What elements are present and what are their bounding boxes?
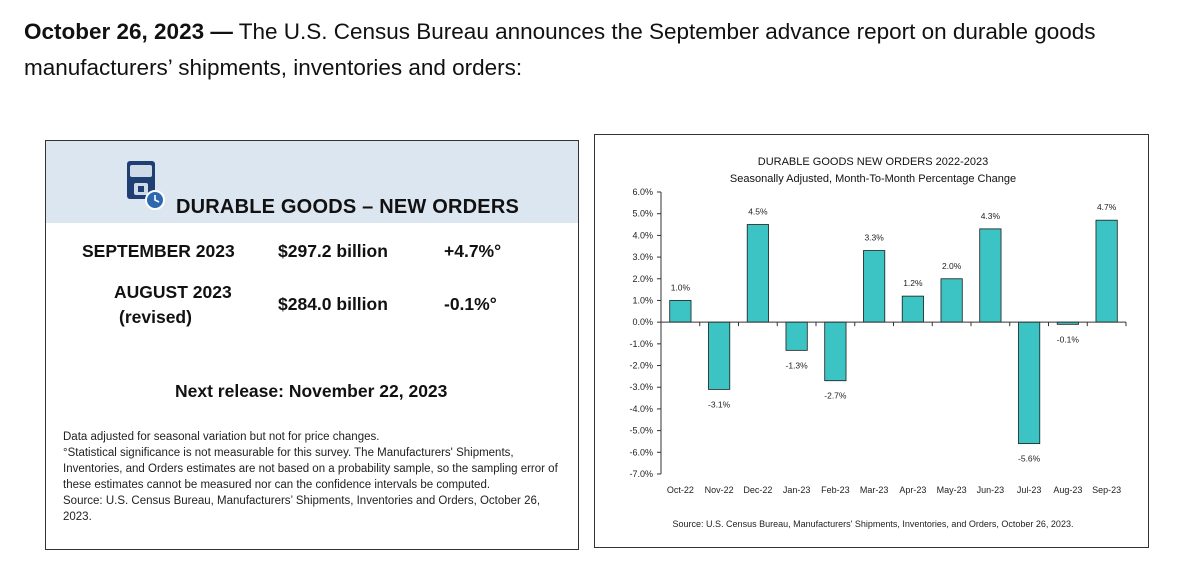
headline-text: The U.S. Census Bureau announces the September advance report on durable goods manufacturers’ shipments, inventories and orders: bbox=[24, 19, 1096, 80]
next-release: Next release: November 22, 2023 bbox=[175, 381, 448, 401]
bar bbox=[786, 322, 807, 350]
bar-chart bbox=[595, 135, 1150, 549]
bar bbox=[980, 229, 1001, 322]
y-tick-label: -5.0% bbox=[629, 425, 653, 436]
bar bbox=[747, 225, 768, 323]
footnote-adjustment: Data adjusted for seasonal variation but not for price changes. bbox=[63, 431, 380, 443]
x-tick-label: May-23 bbox=[936, 485, 967, 495]
bar bbox=[708, 322, 729, 389]
y-tick-label: -7.0% bbox=[629, 469, 653, 479]
row-value-september: $297.2 billion bbox=[278, 241, 388, 261]
y-tick-label: -1.0% bbox=[629, 338, 653, 349]
row-label-september: SEPTEMBER 2023 bbox=[82, 241, 235, 261]
row-value-august: $284.0 billion bbox=[278, 294, 388, 314]
y-tick-label: 5.0% bbox=[632, 208, 653, 219]
x-tick-label: Jul-23 bbox=[1016, 485, 1042, 495]
data-label: 2.0% bbox=[941, 260, 962, 271]
bar bbox=[902, 296, 923, 322]
data-label: 4.3% bbox=[980, 210, 1001, 221]
y-tick-label: -4.0% bbox=[629, 403, 653, 414]
y-tick-label: 6.0% bbox=[632, 187, 653, 197]
x-tick-label: Jan-23 bbox=[782, 485, 811, 495]
y-tick-label: 2.0% bbox=[632, 273, 653, 284]
bar bbox=[1096, 220, 1117, 322]
x-tick-label: Apr-23 bbox=[899, 485, 927, 495]
row-change-september: +4.7%° bbox=[444, 241, 502, 261]
x-tick-label: Feb-23 bbox=[821, 485, 850, 495]
x-tick-label: Jun-23 bbox=[976, 485, 1005, 495]
data-label: -5.6% bbox=[1018, 453, 1041, 464]
data-label: -3.1% bbox=[708, 399, 731, 410]
x-tick-label: Sep-23 bbox=[1092, 485, 1122, 495]
data-label: -0.1% bbox=[1056, 334, 1079, 345]
x-tick-label: Aug-23 bbox=[1053, 485, 1083, 495]
footnote-source: Source: U.S. Census Bureau, Manufacturers’ Shipments, Inventories and Orders, October 26, 2023. bbox=[63, 495, 541, 523]
bar bbox=[670, 300, 691, 322]
y-tick-label: 1.0% bbox=[632, 295, 653, 306]
document-clock-icon bbox=[124, 159, 168, 211]
x-tick-label: Oct-22 bbox=[666, 485, 694, 495]
y-tick-label: 3.0% bbox=[632, 252, 653, 263]
y-tick-label: -2.0% bbox=[629, 360, 653, 371]
data-label: 4.5% bbox=[748, 206, 768, 217]
data-label: 4.7% bbox=[1096, 202, 1117, 213]
bar bbox=[1018, 322, 1039, 443]
footnotes bbox=[63, 429, 568, 525]
y-tick-label: -6.0% bbox=[629, 447, 653, 458]
data-label: -2.7% bbox=[824, 390, 847, 401]
footnote-significance: °Statistical significance is not measurable for this survey. The Manufacturers' Shipments, Inventories, and Orders estimates are not based on a probability sample, so the sampling error of these estimates cannot be measured nor can the confidence intervals be computed. bbox=[63, 447, 558, 491]
chart-source: Source: U.S. Census Bureau, Manufacturers' Shipments, Inventories, and Orders, October 26, 2023. bbox=[672, 519, 1074, 529]
chart-card bbox=[594, 134, 1149, 548]
headline bbox=[24, 14, 1184, 86]
bar bbox=[825, 322, 846, 381]
summary-title: DURABLE GOODS – NEW ORDERS bbox=[176, 196, 520, 218]
chart-title: DURABLE GOODS NEW ORDERS 2022-2023 bbox=[757, 156, 989, 168]
x-tick-label: Dec-22 bbox=[743, 485, 773, 495]
summary-card bbox=[45, 140, 579, 550]
data-label: 1.2% bbox=[903, 278, 923, 289]
bar bbox=[863, 251, 884, 323]
x-tick-label: Mar-23 bbox=[859, 485, 889, 495]
headline-date: October 26, 2023 — bbox=[24, 19, 233, 44]
row-change-august: -0.1%° bbox=[444, 294, 497, 314]
y-tick-label: 0.0% bbox=[632, 317, 653, 328]
chart-subtitle: Seasonally Adjusted, Month-To-Month Percentage Change bbox=[729, 173, 1017, 185]
x-tick-label: Nov-22 bbox=[704, 485, 734, 495]
row-label-august: AUGUST 2023 bbox=[114, 282, 232, 302]
row-label-revised: (revised) bbox=[119, 307, 192, 327]
data-label: 1.0% bbox=[670, 282, 691, 293]
y-tick-label: -3.0% bbox=[629, 382, 653, 393]
data-label: 3.3% bbox=[864, 232, 884, 243]
y-tick-label: 4.0% bbox=[632, 230, 653, 241]
bar bbox=[941, 279, 962, 322]
data-label: -1.3% bbox=[785, 360, 808, 371]
